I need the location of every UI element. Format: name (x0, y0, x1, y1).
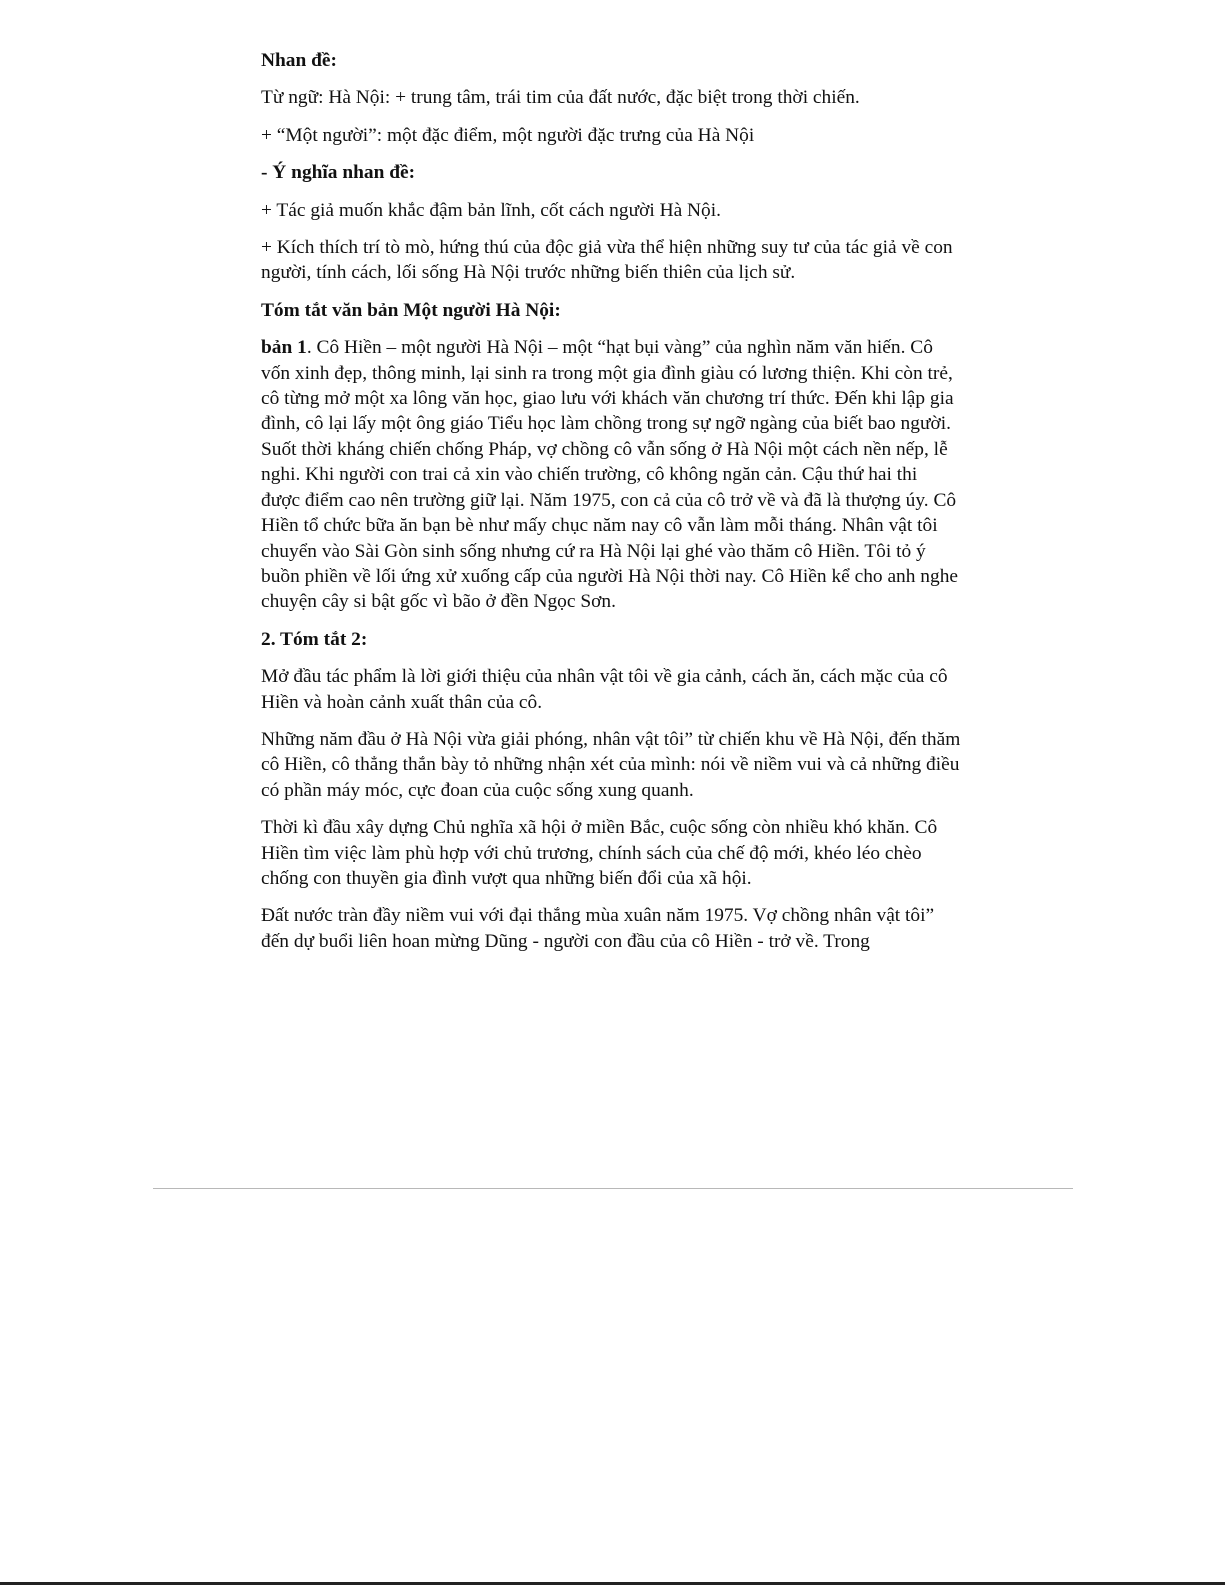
summary-1-text: . Cô Hiền – một người Hà Nội – một “hạt bụi vàng” của nghìn năm văn hiến. Cô vốn xinh đẹp, thông minh, lại sinh ra trong một gia đình giàu có lương thiện. Khi còn trẻ, cô từng mở một xa lông văn học, giao lưu với khách văn chương trí thức. Đến khi lập gia đình, cô lại lấy một ông giáo Tiểu học làm chồng trong sự ngỡ ngàng của biết bao người. Suốt thời kháng chiến chống Pháp, vợ chồng cô vẫn sống ở Hà Nội một cách nền nếp, lễ nghi. Khi người con trai cả xin vào chiến trường, cô không ngăn cản. Cậu thứ hai thi được điểm cao nên trường giữ lại. Năm 1975, con cả của cô trở về và đã là thượng úy. Cô Hiền tổ chức bữa ăn bạn bè như mấy chục năm nay cô vẫn làm mỗi tháng. Nhân vật tôi chuyển vào Sài Gòn sinh sống nhưng cứ ra Hà Nội lại ghé vào thăm cô Hiền. Tôi tỏ ý buồn phiền về lối ứng xử xuống cấp của người Hà Nội thời nay. Cô Hiền kể cho anh nghe chuyện cây si bật gốc vì bão ở đền Ngọc Sơn. (261, 337, 958, 613)
heading-meaning: - Ý nghĩa nhan đề: (261, 162, 416, 184)
page-divider (153, 1188, 1073, 1189)
paragraph-summary-2-1: Mở đầu tác phẩm là lời giới thiệu của nhân vật tôi về gia cảnh, cách ăn, cách mặc của cô Hiền và hoàn cảnh xuất thân của cô. (261, 666, 948, 713)
paragraph-meaning-2: + Kích thích trí tò mò, hứng thú của độc giả vừa thể hiện những suy tư của tác giả về con người, tính cách, lối sống Hà Nội trước những biến thiên của lịch sử. (261, 237, 953, 284)
heading-summary: Tóm tắt văn bản Một người Hà Nội: (261, 299, 561, 321)
paragraph-summary-2-4: Đất nước tràn đầy niềm vui với đại thắng mùa xuân năm 1975. Vợ chồng nhân vật tôi” đến dự buổi liên hoan mừng Dũng - người con đầu của cô Hiền - trở về. Trong (261, 905, 935, 952)
heading-summary-2: 2. Tóm tắt 2: (261, 628, 368, 650)
paragraph-meaning-1: + Tác giả muốn khắc đậm bản lĩnh, cốt cách người Hà Nội. (261, 199, 721, 221)
document-body (261, 48, 961, 966)
heading-title: Nhan đề: (261, 50, 337, 71)
paragraph-words: Từ ngữ: Hà Nội: + trung tâm, trái tim của đất nước, đặc biệt trong thời chiến. (261, 87, 860, 109)
paragraph-summary-1 (261, 335, 961, 614)
paragraph-summary-2-2: Những năm đầu ở Hà Nội vừa giải phóng, nhân vật tôi” từ chiến khu về Hà Nội, đến thăm cô Hiền, cô thẳng thắn bày tỏ những nhận xét của mình: nói về niềm vui và cả những điều có phần máy móc, cực đoan của cuộc sống xung quanh. (261, 728, 961, 801)
paragraph-summary-2-3: Thời kì đầu xây dựng Chủ nghĩa xã hội ở miền Bắc, cuộc sống còn nhiều khó khăn. Cô Hiền tìm việc làm phù hợp với chủ trương, chính sách của chế độ mới, khéo léo chèo chống con thuyền gia đình vượt qua những biến đổi của xã hội. (261, 817, 938, 889)
summary-1-label: bản 1 (261, 337, 307, 359)
paragraph-mot-nguoi: + “Một người”: một đặc điểm, một người đặc trưng của Hà Nội (261, 124, 755, 146)
